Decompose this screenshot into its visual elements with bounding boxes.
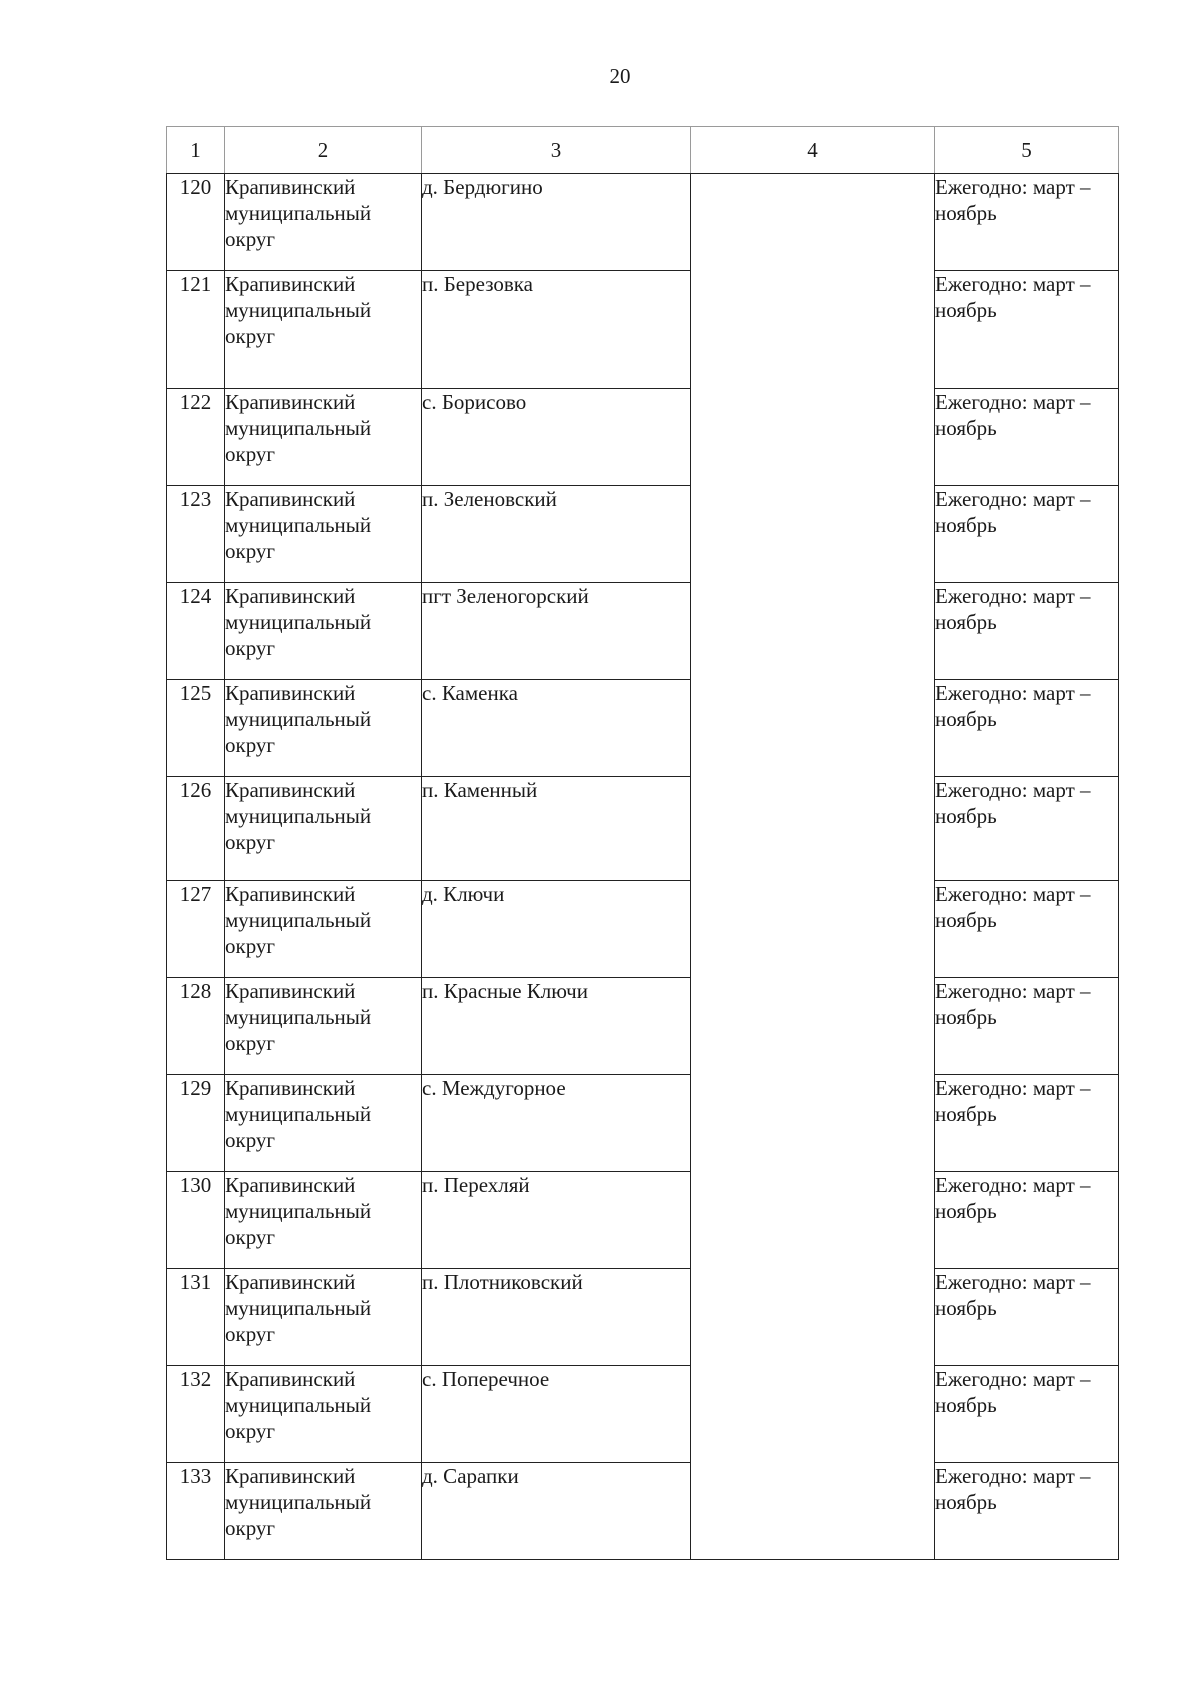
settlement-cell: с. Поперечное — [422, 1366, 691, 1463]
district-cell: Крапивинский муниципальный округ — [225, 271, 422, 389]
settlement-cell: п. Березовка — [422, 271, 691, 389]
settlement-cell: д. Ключи — [422, 881, 691, 978]
settlement-cell: п. Перехляй — [422, 1172, 691, 1269]
table-row — [167, 881, 1119, 978]
district-cell: Крапивинский муниципальный округ — [225, 583, 422, 680]
row-number-cell: 129 — [167, 1075, 225, 1172]
period-cell: Ежегодно: март – ноябрь — [935, 486, 1119, 583]
page-number: 20 — [609, 64, 631, 88]
period-cell: Ежегодно: март – ноябрь — [935, 174, 1119, 271]
period-cell: Ежегодно: март – ноябрь — [935, 583, 1119, 680]
district-cell: Крапивинский муниципальный округ — [225, 1463, 422, 1560]
row-number-cell: 132 — [167, 1366, 225, 1463]
row-number-cell: 121 — [167, 271, 225, 389]
district-cell: Крапивинский муниципальный округ — [225, 1172, 422, 1269]
table-row — [167, 978, 1119, 1075]
district-cell: Крапивинский муниципальный округ — [225, 680, 422, 777]
table-row — [167, 1075, 1119, 1172]
table-row — [167, 174, 1119, 271]
row-number-cell: 124 — [167, 583, 225, 680]
table-row — [167, 271, 1119, 389]
row-number-cell: 126 — [167, 777, 225, 881]
district-cell: Крапивинский муниципальный округ — [225, 777, 422, 881]
row-number-cell: 130 — [167, 1172, 225, 1269]
table-row — [167, 1366, 1119, 1463]
settlement-cell: с. Борисово — [422, 389, 691, 486]
district-cell: Крапивинский муниципальный округ — [225, 174, 422, 271]
table-row — [167, 777, 1119, 881]
period-cell: Ежегодно: март – ноябрь — [935, 881, 1119, 978]
period-cell: Ежегодно: март – ноябрь — [935, 1463, 1119, 1560]
period-cell: Ежегодно: март – ноябрь — [935, 389, 1119, 486]
settlement-cell: п. Каменный — [422, 777, 691, 881]
settlement-cell: д. Бердюгино — [422, 174, 691, 271]
table-row — [167, 583, 1119, 680]
period-cell: Ежегодно: март – ноябрь — [935, 1366, 1119, 1463]
settlement-cell: п. Зеленовский — [422, 486, 691, 583]
data-table — [166, 126, 1119, 1560]
column-header: 5 — [935, 127, 1119, 174]
column-header: 3 — [422, 127, 691, 174]
district-cell: Крапивинский муниципальный округ — [225, 486, 422, 583]
column-4-merged-cell — [691, 174, 935, 1560]
settlement-cell: п. Красные Ключи — [422, 978, 691, 1075]
settlement-cell: пгт Зеленогорский — [422, 583, 691, 680]
table-row — [167, 1269, 1119, 1366]
table-row — [167, 486, 1119, 583]
settlement-cell: д. Сарапки — [422, 1463, 691, 1560]
district-cell: Крапивинский муниципальный округ — [225, 389, 422, 486]
table-row — [167, 680, 1119, 777]
row-number-cell: 127 — [167, 881, 225, 978]
period-cell: Ежегодно: март – ноябрь — [935, 1269, 1119, 1366]
table-row — [167, 1463, 1119, 1560]
district-cell: Крапивинский муниципальный округ — [225, 1366, 422, 1463]
column-header: 2 — [225, 127, 422, 174]
row-number-cell: 122 — [167, 389, 225, 486]
period-cell: Ежегодно: март – ноябрь — [935, 978, 1119, 1075]
row-number-cell: 125 — [167, 680, 225, 777]
settlement-cell: с. Каменка — [422, 680, 691, 777]
table-body — [167, 174, 1119, 1560]
settlement-cell: с. Междугорное — [422, 1075, 691, 1172]
period-cell: Ежегодно: март – ноябрь — [935, 777, 1119, 881]
district-cell: Крапивинский муниципальный округ — [225, 1075, 422, 1172]
table-row — [167, 389, 1119, 486]
district-cell: Крапивинский муниципальный округ — [225, 978, 422, 1075]
column-header: 1 — [167, 127, 225, 174]
period-cell: Ежегодно: март – ноябрь — [935, 1075, 1119, 1172]
table-header-row — [167, 127, 1119, 174]
period-cell: Ежегодно: март – ноябрь — [935, 680, 1119, 777]
period-cell: Ежегодно: март – ноябрь — [935, 271, 1119, 389]
table-row — [167, 1172, 1119, 1269]
district-cell: Крапивинский муниципальный округ — [225, 881, 422, 978]
row-number-cell: 131 — [167, 1269, 225, 1366]
row-number-cell: 128 — [167, 978, 225, 1075]
period-cell: Ежегодно: март – ноябрь — [935, 1172, 1119, 1269]
row-number-cell: 133 — [167, 1463, 225, 1560]
row-number-cell: 123 — [167, 486, 225, 583]
district-cell: Крапивинский муниципальный округ — [225, 1269, 422, 1366]
column-header: 4 — [691, 127, 935, 174]
settlement-cell: п. Плотниковский — [422, 1269, 691, 1366]
row-number-cell: 120 — [167, 174, 225, 271]
